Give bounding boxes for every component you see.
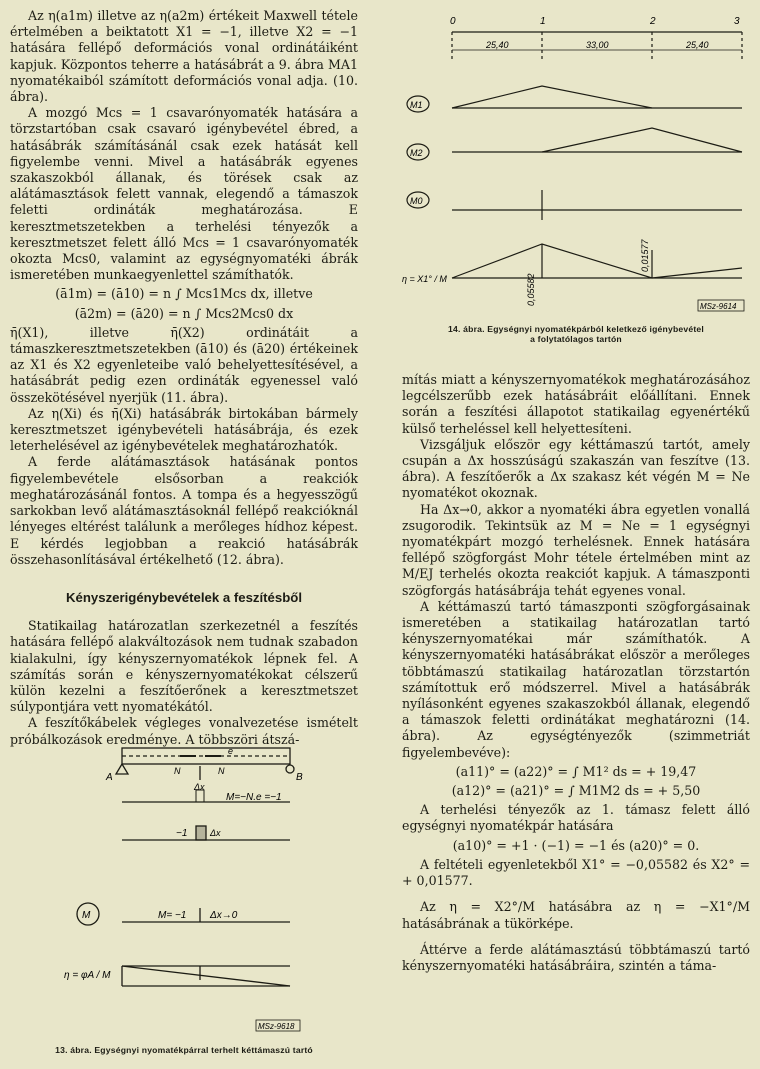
label-m1: M1 [410, 100, 423, 110]
figure-14-caption [402, 324, 750, 344]
label-minus1: −1 [176, 828, 188, 839]
paragraph: A terhelési tényezők az 1. támasz felett álló egységnyi nyomatékpár hatására [402, 802, 750, 834]
stamp-13: MSz-9618 [258, 1022, 295, 1031]
paragraph: Statikailag határozatlan szerkezetnél a feszítés hatására fellépő alakváltozások nem tudnak szabadon kialakulni, így kényszernyomatékok lépnek fel. A számítás során e kényszernyomatékokat célszerű külön kezelni a feszítőerőnek a keresztmetszet súlypontjára vett nyomatékától. [10, 618, 358, 715]
label-e: e [228, 746, 234, 756]
label-m-circle: M [82, 910, 91, 921]
equation-a10: (a10)° = +1 · (−1) = −1 és (a20)° = 0. [452, 837, 700, 853]
support-label-2: 2 [650, 16, 656, 27]
span-2: 33,00 [586, 40, 609, 50]
paragraph: Áttérve a ferde alátámasztású többtámaszú tartó kényszernyomatéki hatásábráira, szintén a táma- [402, 941, 750, 973]
span-1: 25,40 [486, 40, 509, 50]
paragraph: A feltételi egyenletekből X1° = −0,05582 és X2° = + 0,01577. [402, 856, 750, 889]
support-label-0: 0 [450, 16, 456, 27]
paragraph: A kéttámaszú tartó támaszponti szögforgásainak ismeretében a statikailag határozatlan tartó kényszernyomatékai már számíthatók. A kényszernyomatéki hatásábrákat először a merőleges többtámaszú statikailag határozatlan törzstartón számítottuk erő módszerrel. Mivel a hatásábrák nyílásonként egyenes szakaszokból állanak, elegendő a támaszok feletti ordinátákat meghatározni (14. ábra). Az egységtényezők (szimmetriát figyelembevéve): [402, 598, 750, 760]
label-b: B [296, 772, 303, 783]
left-column [10, 8, 358, 748]
ordinate-2: 0,01577 [640, 239, 650, 272]
support-label-1: 1 [540, 16, 546, 27]
label-m2: M2 [410, 148, 423, 158]
right-column [402, 372, 750, 974]
paragraph: A mozgó Mcs = 1 csavarónyomaték hatására a törzstartóban csak csavaró igénybevétel ébred, a hatásábrák számításánál csak ezek hatását kell figyelembe venni. Mivel a hatásábrák egyenes szakaszokból állanak, és törések csak az alátámasztások felett vannak, elegendő a támaszok feletti ordináták meghatározása. E keresztmetszetekben a terhelési tényezők a keresztmetszet felett álló Mcs = 1 csavarónyomaték okozta Mcs0, valamint az egységnyomatéki ábrák ismeretében munkaegyenlettel számíthatók. [10, 105, 358, 283]
figure-14 [402, 10, 750, 315]
paragraph: η̄(X1), illetve η̄(X2) ordinátáit a támaszkeresztmetszetekben (ā10) és (ā20) értékeinek az X1 és X2 egyenleteibe való behelyettesítésével, a hatásábrát pedig ezen ordináták egyenessel való összekötésével nyerjük (11. ábra). [10, 324, 358, 405]
support-b [286, 765, 294, 773]
paragraph: Az η(a1m) illetve az η(a2m) értékeit Maxwell tétele értelmében a beiktatott X1 = −1, illetve X2 = −1 hatására fellépő deformációs vonal ordinátáiként kapjuk. Központos teherre a hatásábrát a 9. ábra MA1 nyomatékaiból számított deformációs vonal adja. (10. ábra). [10, 8, 358, 105]
label-dx0: Δx→0 [210, 910, 238, 921]
ordinate-1: 0,05582 [526, 273, 536, 306]
label-n2: N [218, 766, 225, 776]
equation-a12: (a12)° = (a21)° = ∫ M1M2 ds = + 5,50 [451, 783, 701, 799]
label-a: A [106, 772, 113, 783]
section-title: Kényszerigénybevételek a feszítésből [65, 589, 303, 605]
paragraph: Ha Δx→0, akkor a nyomatéki ábra egyetlen vonallá zsugorodik. Tekintsük az M = Ne = 1 egységnyi nyomatékpárt mozgó terhelésnek. Ennek hatására fellépő szögforgást Mohr tétele értelmében mint az M/EJ terhelés okozta reakciót kapjuk. A támaszponti szögforgás hatásábrája tehát egyenes vonal. [402, 501, 750, 598]
paragraph: Vizsgáljuk először egy kéttámaszú tartót, amely csupán a Δx hosszúságú szakaszán van feszítve (13. ábra). A feszítőerők a Δx szakasz két végén M = Ne nyomatékot okoznak. [402, 436, 750, 501]
equation-1: (ā1m) = (ā10) = n ∫ Mcs1Mcs dx, illetve [55, 286, 313, 302]
label-m-ne: M=−N.e =−1 [226, 792, 282, 803]
paragraph: Az η(Xi) és η̄(Xi) hatásábrák birtokában bármely keresztmetszet igénybevételi hatásábrája, és ezek leterhelésével az igénybevételek meghatározhatók. [10, 405, 358, 454]
label-eta: η = X1° / M [402, 274, 447, 284]
label-m0: M0 [410, 196, 423, 206]
label-n1: N [174, 766, 181, 776]
label-eta: η = φA / M [64, 970, 111, 981]
support-a [116, 764, 128, 774]
equation-a11: (a11)° = (a22)° = ∫ M1² ds = + 19,47 [455, 763, 697, 779]
paragraph: A feszítőkábelek végleges vonalvezetése ismételt próbálkozások eredménye. A többszöri átszá- [10, 715, 358, 747]
label-dx: Δx [194, 782, 205, 792]
figure-13-caption: 13. ábra. Egységnyi nyomatékpárral terhelt kéttámaszú tartó [55, 1045, 313, 1055]
paragraph: Az η = X2°/M hatásábra az η = −X1°/M hatásábrának a tükörképe. [402, 899, 750, 931]
paragraph: mítás miatt a kényszernyomatékok meghatározásához legcélszerűbb ezek hatásábráit előállítani. Ennek során a feszítési állapotot statikailag egyenértékű külső terheléssel kell helyettesíteni. [402, 372, 750, 436]
support-label-3: 3 [734, 16, 740, 27]
paragraph: A ferde alátámasztások hatásának pontos figyelembevétele elsősorban a reakciók meghatározásánál fontos. A tompa és a hegyesszögű sarkokban levő alátámasztásoknál fellépő reakcióknál lényeges eltérést találunk a merőleges hídhoz képest. E kérdés legjobban a reakció hatásábrák összehasonlításával értékelhető (12. ábra). [10, 454, 358, 567]
span-3: 25,40 [686, 40, 709, 50]
figure-14-caption-line2: a folytatólagos tartón [530, 334, 622, 344]
equation-2: (ā2m) = (ā20) = n ∫ Mcs2Mcs0 dx [74, 305, 294, 321]
label-dx2: Δx [210, 828, 221, 838]
label-m-minus1: M= −1 [158, 910, 187, 921]
figure-14-caption-line1: 14. ábra. Egységnyi nyomatékpárból keletkező igénybevétel [448, 324, 704, 334]
figure-13 [60, 740, 320, 1035]
stamp-14: MSz-9614 [700, 302, 737, 311]
